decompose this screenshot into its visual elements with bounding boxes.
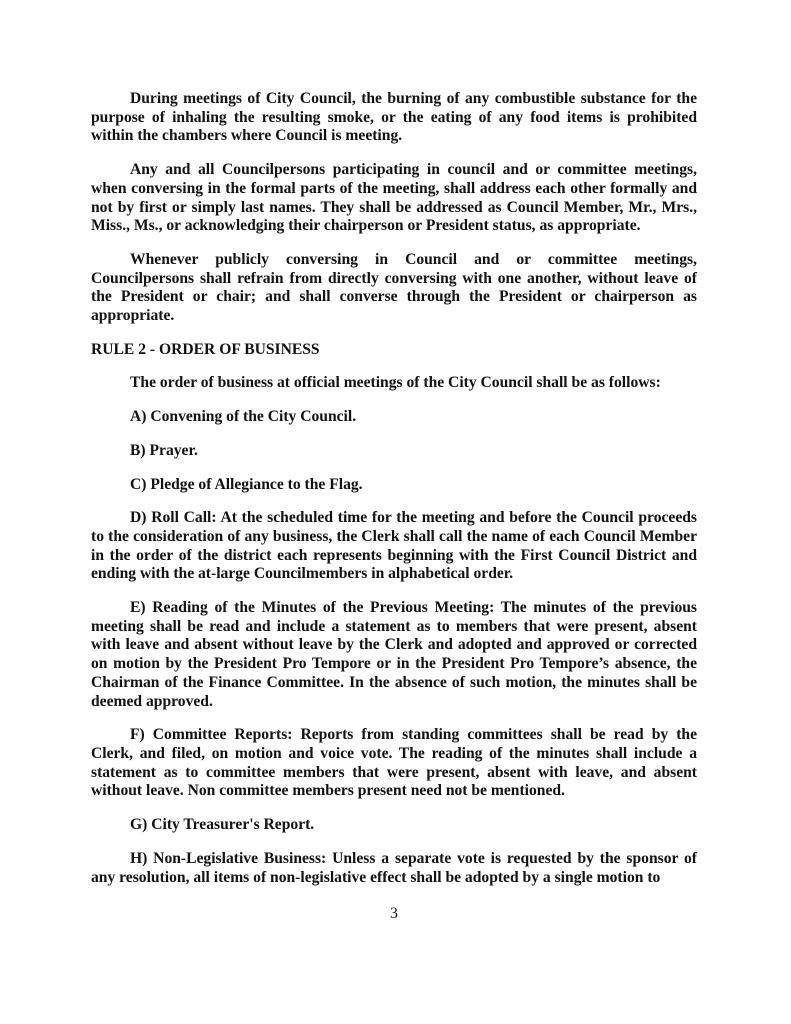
list-item-b-prayer: B) Prayer. — [130, 441, 198, 459]
list-item-c-pledge: C) Pledge of Allegiance to the Flag. — [130, 475, 363, 493]
paragraph-combustible-substance: During meetings of City Council, the burning of any combustible substance for the purpose of inhaling the resulting smoke, or the eating of any food items is prohibited within the chambers where Council is meeting. — [91, 90, 697, 145]
paragraph-h-non-legislative-business: H) Non-Legislative Business: Unless a separate vote is requested by the sponsor of any resolution, all items of non-legislative effect shall be adopted by a single motion to — [91, 849, 697, 886]
paragraph-d-roll-call: D) Roll Call: At the scheduled time for the meeting and before the Council proceeds to the consideration of any business, the Clerk shall call the name of each Council Member in the order of the district each represents beginning with the First Council District and ending with the at-large Councilmembers in alphabetical order. — [91, 509, 697, 583]
page-number: 3 — [390, 905, 398, 923]
paragraph-formal-address: Any and all Councilpersons participating in council and or committee meetings, when conversing in the formal parts of the meeting, shall address each other formally and not by first or simply last names. They shall be addressed as Council Member, Mr., Mrs., Miss., Ms., or acknowledging their chairperson or President status, as appropriate. — [91, 161, 697, 235]
list-item-g-city-treasurer-report: G) City Treasurer's Report. — [130, 816, 315, 834]
heading-rule-2-order-of-business: RULE 2 - ORDER OF BUSINESS — [91, 340, 320, 358]
paragraph-public-conversing: Whenever publicly conversing in Council and or committee meetings, Councilpersons shall refrain from directly conversing with one another, without leave of the President or chair; and shall converse through the President or chairperson as appropriate. — [91, 250, 697, 325]
paragraph-e-reading-minutes: E) Reading of the Minutes of the Previous Meeting: The minutes of the previous meeting shall be read and include a statement as to members that were present, absent with leave and absent without leave by the Clerk and adopted and approved or corrected on motion by the President Pro Tempore or in the President Pro Tempore’s absence, the Chairman of the Finance Committee. In the absence of such motion, the minutes shall be deemed approved. — [91, 599, 697, 710]
paragraph-f-committee-reports: F) Committee Reports: Reports from standing committees shall be read by the Clerk, and filed, on motion and voice vote. The reading of the minutes shall include a statement as to committee members that were present, absent with leave, and absent without leave. Non committee members present need not be mentioned. — [91, 726, 697, 800]
paragraph-order-of-business-intro: The order of business at official meetings of the City Council shall be as follows: — [130, 374, 661, 392]
list-item-a-convening: A) Convening of the City Council. — [130, 408, 357, 426]
page-footer — [91, 905, 697, 923]
